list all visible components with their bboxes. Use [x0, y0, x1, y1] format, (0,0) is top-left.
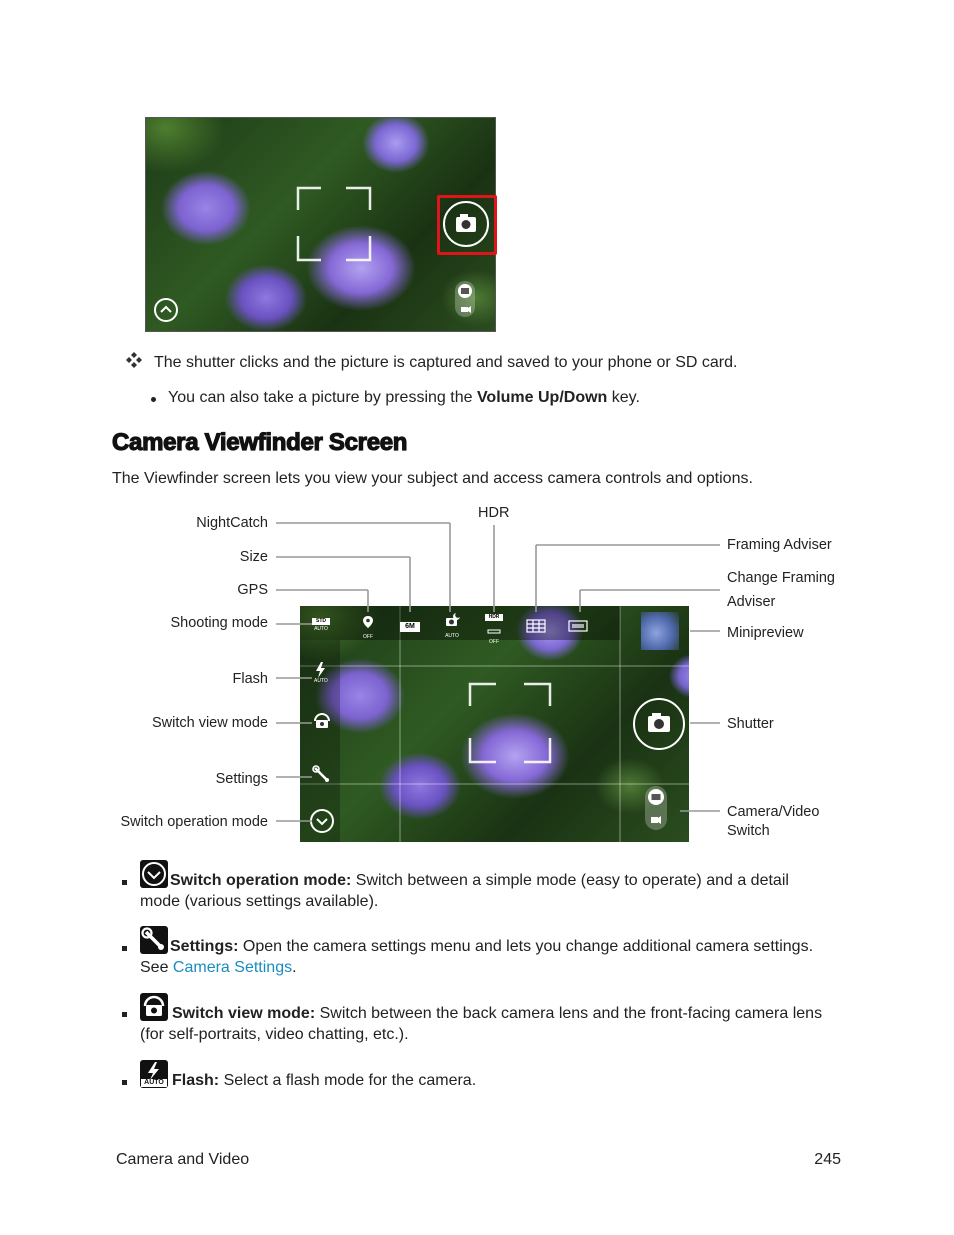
label-switch-view-mode: Switch view mode	[151, 715, 268, 731]
item-body: Open the camera settings menu and lets you change additional camera settings. See	[140, 938, 814, 976]
flash-auto-mini: AUTO	[314, 678, 328, 683]
item-title: Settings:	[170, 938, 239, 955]
hdr-off-text: OFF	[489, 639, 499, 645]
label-settings: Settings	[215, 771, 268, 787]
label-shutter: Shutter	[727, 716, 774, 732]
volume-key-label: Volume Up/Down	[476, 389, 608, 406]
footer-page-number: 245	[814, 1151, 841, 1168]
list-bullet	[122, 880, 127, 885]
flash-auto-text: AUTO	[141, 1079, 167, 1087]
gps-off-text: OFF	[363, 634, 373, 640]
shooting-mode-std-text: STD	[312, 618, 330, 625]
label-change-framing-line2: Adviser	[727, 594, 776, 610]
list-bullet	[122, 946, 127, 951]
label-switch-operation-mode: Switch operation mode	[120, 814, 268, 830]
label-nightcatch: NightCatch	[196, 515, 268, 531]
camera-settings-link[interactable]: Camera Settings	[172, 958, 293, 976]
item-after: .	[292, 958, 297, 976]
label-framing-adviser: Framing Adviser	[727, 537, 832, 553]
volume-note-prefix: You can also take a picture by pressing the	[168, 389, 477, 406]
list-bullet	[122, 1012, 127, 1017]
label-change-framing-line1: Change Framing	[727, 570, 835, 586]
label-size: Size	[239, 549, 268, 565]
label-camera-video-line2: Switch	[727, 823, 770, 839]
list-bullet	[122, 1080, 127, 1085]
hdr-icon-text: HDR	[485, 614, 503, 621]
list-item-switch-view-mode	[140, 1004, 830, 1045]
shooting-mode-auto-text: AUTO	[314, 626, 328, 632]
item-body: Switch between the back camera lens and the front-facing camera lens (for self-portraits, video chatting, etc.).	[140, 1005, 823, 1043]
label-gps: GPS	[237, 582, 268, 598]
list-item-flash	[140, 1071, 830, 1092]
list-item-switch-operation-mode	[140, 871, 830, 912]
label-flash: Flash	[232, 671, 268, 687]
label-hdr: HDR	[478, 505, 510, 521]
section-intro: The Viewfinder screen lets you view your subject and access camera controls and options.	[112, 470, 753, 487]
label-camera-video-line1: Camera/Video	[727, 804, 820, 820]
item-title: Flash:	[172, 1072, 220, 1089]
item-body: Switch between a simple mode (easy to operate) and a detail mode (various settings available).	[140, 872, 789, 910]
footer-section-name: Camera and Video	[116, 1151, 250, 1168]
section-title: Camera Viewfinder Screen	[112, 429, 408, 456]
item-title: Switch operation mode:	[170, 872, 352, 889]
item-body: Select a flash mode for the camera.	[219, 1072, 477, 1089]
label-shooting-mode: Shooting mode	[170, 615, 268, 631]
label-minipreview: Minipreview	[727, 625, 804, 641]
list-item-settings	[140, 937, 840, 978]
shutter-note: The shutter clicks and the picture is captured and saved to your phone or SD card.	[154, 354, 738, 371]
volume-note-suffix: key.	[607, 389, 640, 406]
item-title: Switch view mode:	[172, 1005, 316, 1022]
size-icon[interactable]: 6M	[400, 622, 420, 632]
nightcatch-auto-text: AUTO	[445, 633, 459, 639]
